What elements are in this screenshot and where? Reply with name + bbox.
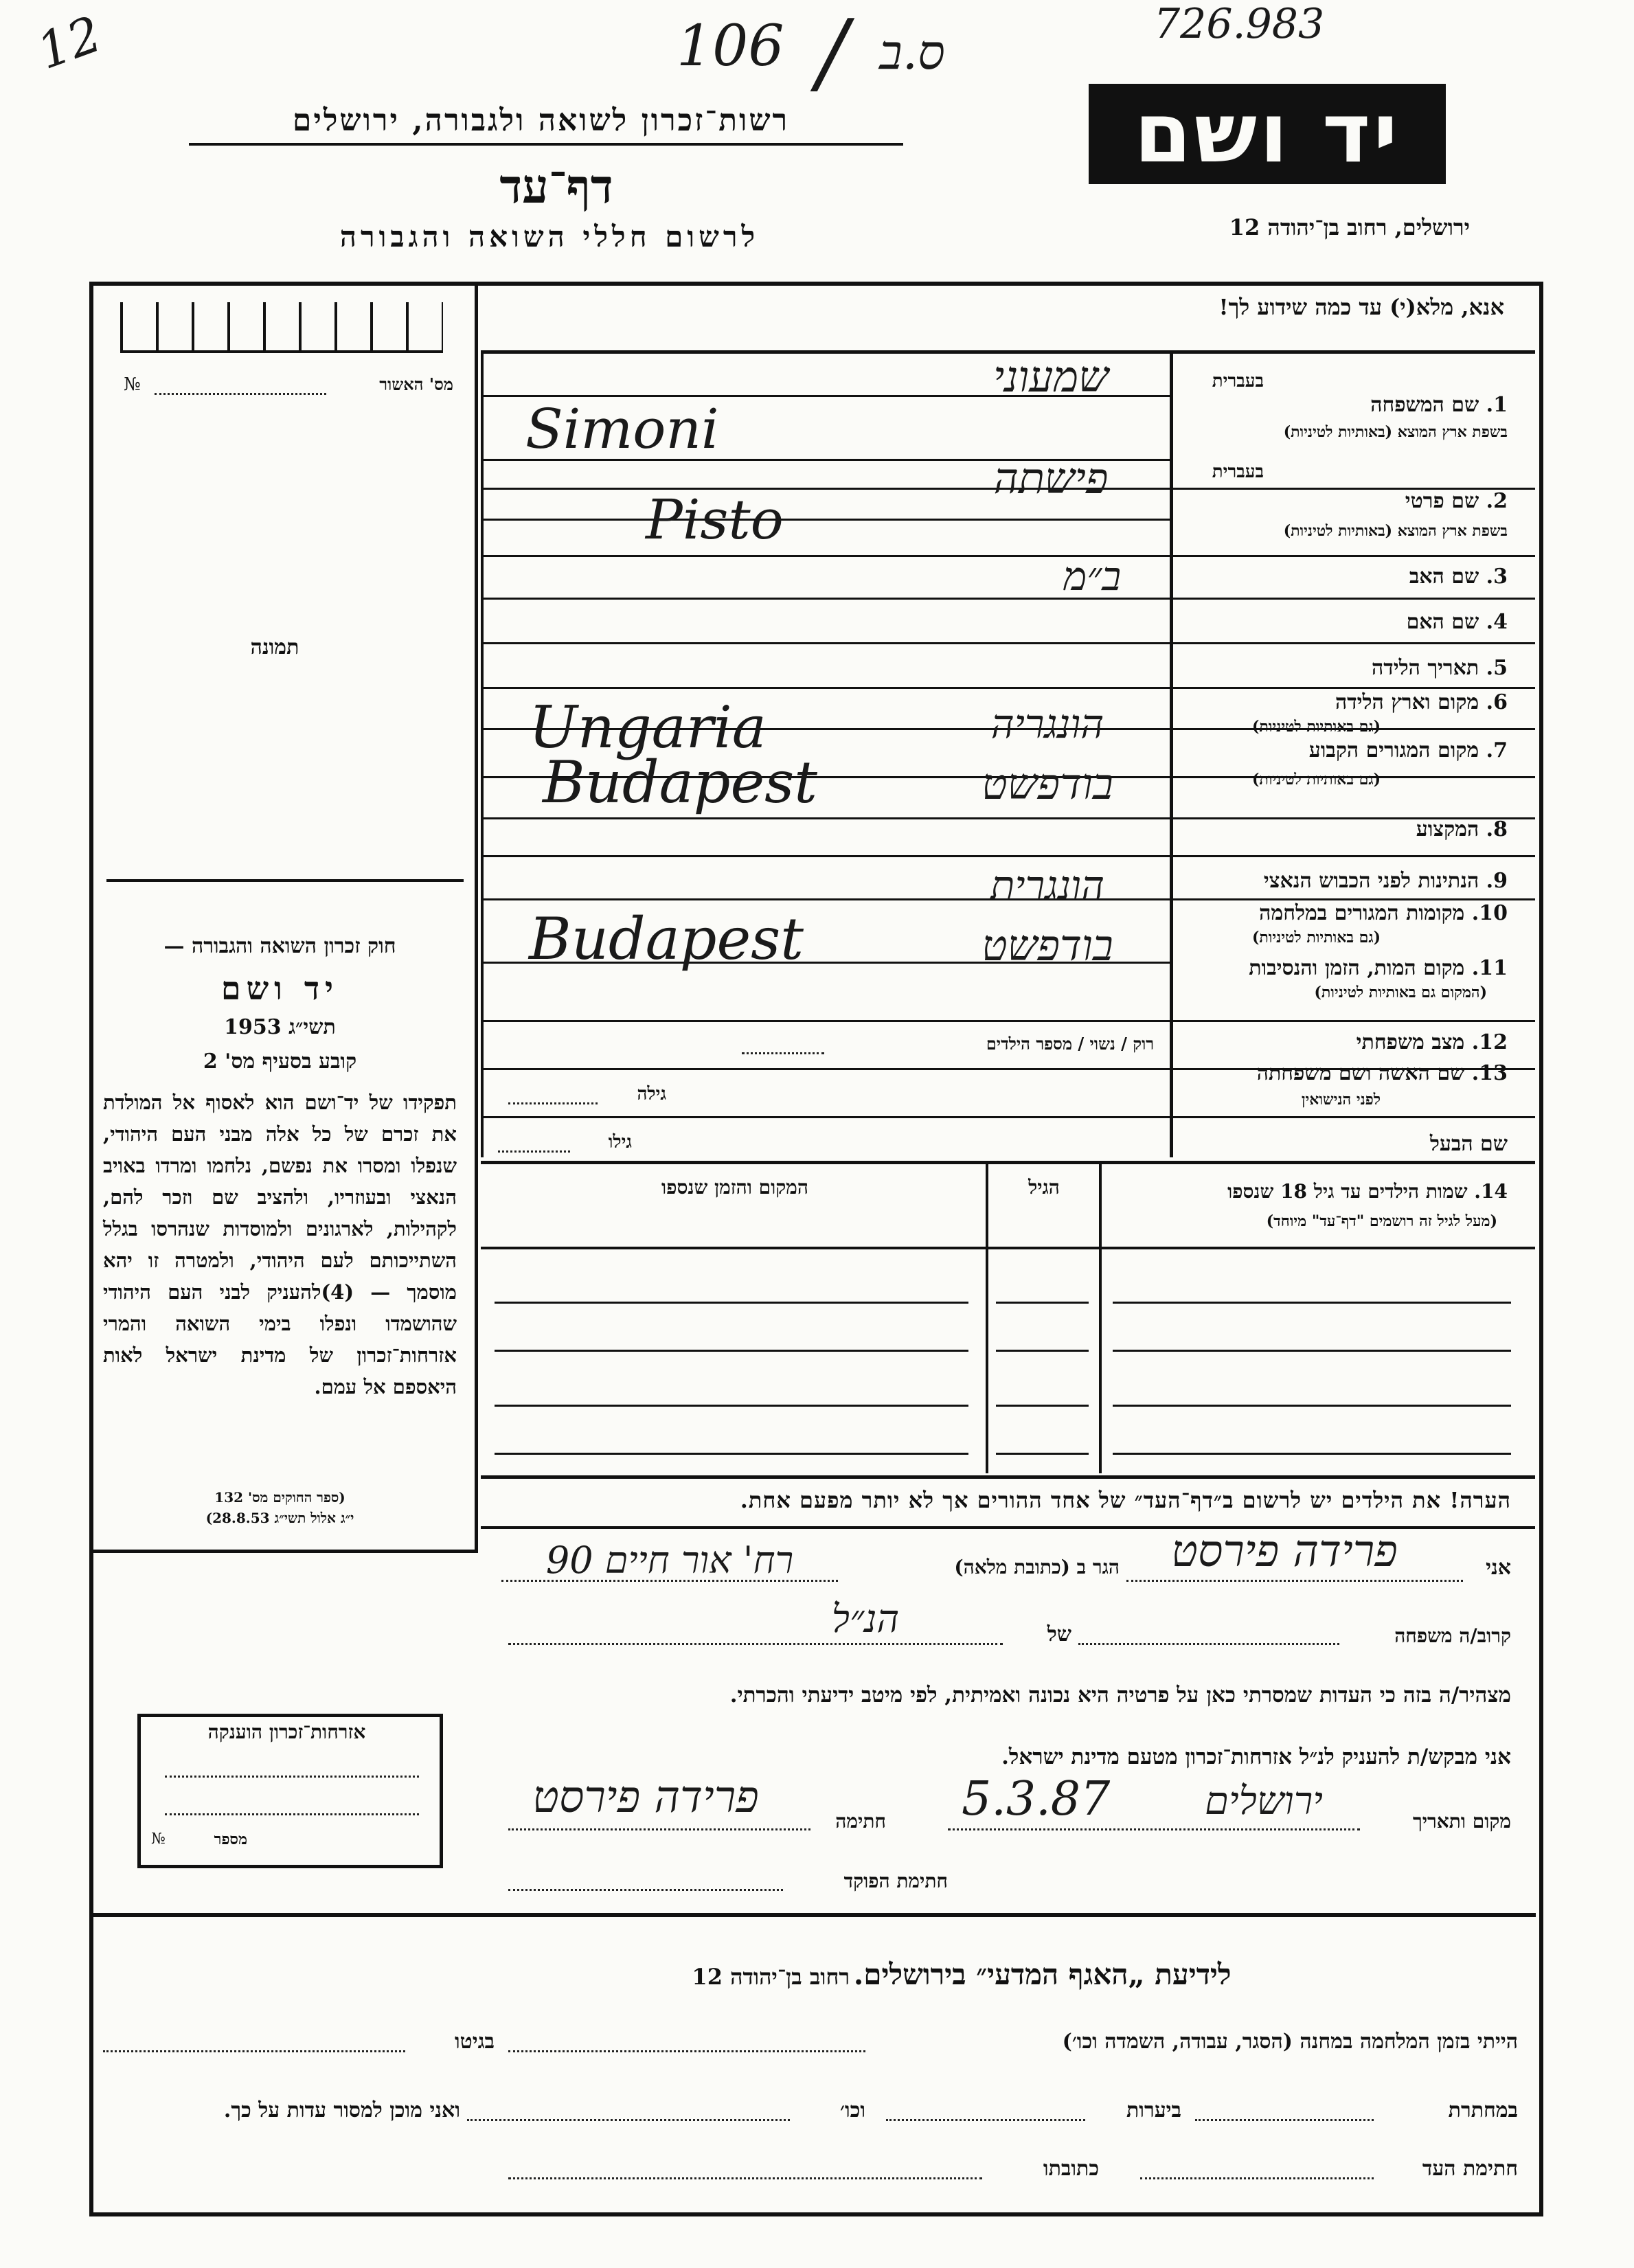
relation-line [508, 1643, 1003, 1645]
photo-label: תמונה [250, 635, 299, 659]
children-title [1106, 1180, 1508, 1203]
field-11-label [1181, 956, 1508, 980]
signature-label: חתימה [835, 1810, 886, 1833]
field-11-latin-value[interactable]: Budapest [529, 905, 804, 973]
field-6-latin-note: (גם באותיות לטיניות) [1251, 718, 1381, 736]
field-4-label [1223, 610, 1508, 634]
fill-prompt: אנא, מלא(י) עד כמה שידוע לך! [1218, 294, 1504, 320]
bottom-title-text: לידיעת „האגף המדעי״ בירושלים. [853, 1958, 1232, 1991]
declarant-address-line [501, 1580, 838, 1582]
field-9-value[interactable]: הונגרית [990, 862, 1104, 909]
field-8-text: המקצוע [1416, 817, 1479, 841]
field-5-text: תאריך הלידה [1372, 656, 1479, 680]
field-3-label [1223, 565, 1508, 589]
law-clause: קובע בסעיף מס' 2 [203, 1050, 357, 1074]
declarant-name[interactable]: פרידה פירסט [1171, 1526, 1398, 1577]
children-num: 14. [1474, 1180, 1508, 1203]
approval-ticks [120, 302, 443, 353]
header-address: ירושלים, רחוב בן־יהודה 12 [1229, 214, 1470, 240]
field-6-hebrew-value[interactable]: הונגריה [990, 701, 1104, 747]
field-1-label [1223, 393, 1508, 417]
field-12-num: 12. [1471, 1030, 1508, 1054]
row-line [481, 519, 1171, 521]
field-13-age-line [508, 1102, 598, 1104]
bottom-line1-text: הייתי בזמן המלחמה במחנה (הסגר, עבודה, השמדה וכו׳) [1062, 2030, 1518, 2054]
field-13-sub: לפני הנישואין [1301, 1091, 1381, 1109]
field-10-latin-note: (גם באותיות לטיניות) [1251, 929, 1381, 946]
bottom-ghetto-label: בגיטו [454, 2030, 495, 2054]
field-2-label [1223, 489, 1508, 513]
children-title-text: שמות הילדים עד גיל 18 שנספו [1227, 1180, 1468, 1203]
place-date-line [948, 1828, 1360, 1830]
field-4-text: שם האם [1406, 610, 1479, 634]
children-row-line [495, 1453, 968, 1455]
row-line [481, 1161, 1535, 1164]
field-7-num: 7. [1486, 738, 1508, 762]
row-line [481, 1020, 1535, 1022]
field-10-label [1181, 901, 1508, 925]
bottom-line2-underground [1195, 2119, 1374, 2121]
law-ref-2: י״ג אלול תשי״ג 28.8.53) [205, 1510, 354, 1526]
field-10-num: 10. [1471, 901, 1508, 925]
field-5-num: 5. [1486, 656, 1508, 680]
bottom-line3-sig [1140, 2177, 1374, 2179]
children-row-line [1113, 1453, 1511, 1455]
row-line [481, 1116, 1535, 1118]
citizenship-line-1 [165, 1776, 419, 1778]
field-9-label [1181, 869, 1508, 893]
field-12-label [1181, 1030, 1508, 1054]
field-1-origin-lang: בשפת ארץ המוצא (באותיות לטיניות) [1283, 423, 1508, 441]
field-2-latin-value[interactable]: Pisto [646, 488, 784, 552]
field-2-text: שם פרטי [1405, 489, 1479, 513]
authority-title: רשות־זכרון לשואה ולגבורה, ירושלים [292, 103, 790, 138]
initials-mark: ס.ב [879, 24, 945, 80]
bottom-willing-text: ואני מוכן למסור עדות על כך. [223, 2098, 460, 2122]
date-value[interactable]: 5.3.87 [962, 1772, 1111, 1826]
form-subtitle: לרשום חללי השואה והגבורה [339, 220, 760, 253]
children-row-line [1113, 1350, 1511, 1352]
signature-line [508, 1828, 810, 1830]
field-11-hebrew-value[interactable]: בודפשט [981, 920, 1113, 971]
field-8-label [1223, 817, 1508, 841]
bottom-etc-label: וכו׳ [840, 2098, 865, 2122]
field-7-hebrew-value[interactable]: בודפשט [981, 759, 1113, 809]
place-value[interactable]: ירושלים [1205, 1779, 1323, 1824]
bottom-line3-address [508, 2177, 982, 2179]
field-3-num: 3. [1486, 565, 1508, 589]
children-row-line [495, 1405, 968, 1407]
field-6-label [1223, 690, 1508, 714]
field-1-text: שם המשפחה [1370, 393, 1479, 417]
field-1-latin-value[interactable]: Simoni [525, 397, 719, 461]
field-1-num: 1. [1486, 393, 1508, 417]
relative-label: קרוב/ה משפחה [1394, 1624, 1511, 1647]
officer-signature-label: חתימת הפוקד [843, 1870, 948, 1892]
field-3-text: שם האב [1409, 565, 1479, 589]
approval-no-sign: № [124, 374, 141, 395]
citizenship-number-label: מספר [214, 1830, 247, 1848]
field-2-hebrew-value[interactable]: פישתה [993, 453, 1109, 503]
bottom-witness-sig-label: חתימת העד [1422, 2157, 1518, 2181]
children-col-div-1 [1099, 1164, 1102, 1473]
law-year: תשי״ג 1953 [224, 1015, 336, 1039]
husband-age-label: גילו [608, 1132, 632, 1153]
bottom-section-divider [93, 1913, 1536, 1917]
children-row-line [1113, 1405, 1511, 1407]
law-ref-1: (ספר החוקים מס' 132 [214, 1489, 345, 1506]
field-13-age-label: גילה [637, 1084, 666, 1104]
field-3-value[interactable]: ב״מ [1063, 553, 1122, 600]
citizenship-title: אזרחות־זכרון הוענקה [207, 1721, 366, 1743]
law-text: תפקידו של יד־ושם הוא לאסוף אל המולדת את זכרם של כל אלה מבני העם היהודי, שנפלו ומסרו את נפשם, נלחמו ומרדו באויב הנאצי ובעוזריו, ולהציב שם וזכר להם, לקהילות, לארגונים ולמוסדות שנהרסו בגלל השתייכותם לעם היהודי, ולמטרה זו יהא מוסמך — (4)להעניק לבני העם היהודי שהושמדו ונפלו בימי השואה והמרי אזרחות־זכרון של מדינת ישראל לאות היאספם אל עמם. [103, 1091, 457, 1398]
field-12-text: מצב משפחתי [1356, 1030, 1465, 1054]
field-11-num: 11. [1471, 956, 1508, 980]
children-row-line [996, 1405, 1089, 1407]
row-line [481, 598, 1535, 600]
field-10-text: מקומות המגורים במלחמה [1259, 901, 1465, 925]
field-13-label [1181, 1061, 1508, 1085]
place-date-label: מקום ותאריך [1412, 1810, 1511, 1833]
declarant-resides: הגר ב (כתובת מלאה) [954, 1556, 1120, 1578]
photo-bottom-line [106, 879, 464, 882]
note-text: הערה! את הילדים יש לרשום ב״דף־העד״ של אחד ההורים אך לא יותר מפעם אחת. [740, 1487, 1511, 1513]
field-2-in-hebrew: בעברית [1212, 462, 1264, 482]
signature-value[interactable]: פרידה פירסט [532, 1772, 759, 1823]
bottom-underground-label: במחתרת [1448, 2098, 1518, 2122]
citizenship-no-sign: № [151, 1830, 166, 1848]
field-6-text: מקום וארץ הלידה [1335, 690, 1479, 714]
corner-number: 12 [30, 4, 109, 81]
children-row-line [1113, 1302, 1511, 1304]
declaration-text: מצהיר/ה בזה כי העדות שמסרתי כאן על פרטיה היא נכונה ואמיתית, לפי מיטב ידיעתי והכרתי. [729, 1683, 1511, 1708]
field-7-label [1223, 738, 1508, 762]
children-row-line [996, 1350, 1089, 1352]
form-title: דף־עד [499, 159, 613, 214]
field-13-text: שם האשה ושם משפחתה [1256, 1061, 1465, 1085]
label-column-divider [1170, 354, 1173, 1157]
field-2-origin-lang: בשפת ארץ המוצא (באותיות לטיניות) [1283, 522, 1508, 540]
field-2-num: 2. [1486, 489, 1508, 513]
children-row-line [495, 1302, 968, 1304]
request-text: אני מבקש/ת להעניק לנ״ל אזרחות־זכרון מטעם מדינת ישראל. [1001, 1745, 1511, 1769]
bottom-forests-label: ביערות [1126, 2098, 1181, 2122]
husband-label: שם הבעל [1429, 1132, 1508, 1156]
approval-number-label: מס' האשור [379, 374, 453, 394]
children-note: (מעל לגיל זה רושמים "דף־עד" מיוחד) [1266, 1212, 1497, 1230]
officer-signature-line [508, 1889, 783, 1891]
children-place-header: המקום והזמן שנספו [661, 1176, 808, 1199]
children-age-header: הגיל [1028, 1176, 1060, 1199]
archive-number: 106 [677, 14, 784, 79]
field-11-sub: (המקום גם באותיות לטיניות) [1314, 984, 1487, 1001]
field-4-num: 4. [1486, 610, 1508, 634]
declarant-ani: אני [1486, 1556, 1511, 1580]
children-col-div-2 [986, 1164, 988, 1473]
bottom-line1-camp [508, 2050, 865, 2052]
bottom-line2-etc [467, 2119, 790, 2121]
field-8-num: 8. [1486, 817, 1508, 841]
authority-underline [189, 143, 903, 146]
of-label: של [1047, 1622, 1071, 1646]
row-line [481, 855, 1535, 857]
field-1-in-hebrew: בעברית [1212, 371, 1264, 392]
children-row-line [996, 1302, 1089, 1304]
bottom-address-label: כתובתו [1043, 2157, 1099, 2181]
law-name: יד ושם [220, 970, 339, 1007]
bottom-address: רחוב בן־יהודה 12 [692, 1964, 850, 1990]
field-9-text: הנתינות לפני הכבוש הנאצי [1263, 869, 1479, 893]
field-1-hebrew-value[interactable]: שמעוני [992, 352, 1109, 402]
citizenship-line-2 [165, 1813, 419, 1815]
declarant-name-line [1126, 1580, 1463, 1582]
children-bottom-line [481, 1475, 1535, 1479]
field-7-text: מקום המגורים הקבוע [1308, 738, 1479, 762]
row-line [481, 642, 1535, 644]
field-12-options: רוק / נשוי / מספר הילדים [986, 1034, 1154, 1054]
row-line [481, 555, 1535, 557]
relative-line [1078, 1643, 1339, 1645]
children-header-line [481, 1247, 1535, 1249]
serial-number: 726.983 [1154, 0, 1325, 48]
field-9-num: 9. [1486, 869, 1508, 893]
field-12-children-line [742, 1052, 824, 1054]
bottom-line1-ghetto [103, 2050, 405, 2052]
law-title: חוק זכרון השואה והגבורה — [163, 934, 396, 958]
value-area-left-border [481, 354, 484, 1157]
approval-number-line [155, 393, 326, 395]
field-7-latin-value[interactable]: Budapest [543, 749, 818, 816]
children-row-line [996, 1453, 1089, 1455]
field-6-num: 6. [1486, 690, 1508, 714]
husband-age-line [498, 1150, 570, 1153]
bottom-title [481, 1958, 1442, 1992]
bottom-line2-forests [886, 2119, 1085, 2121]
declarant-address[interactable]: רח' אור חיים 90 [545, 1539, 794, 1582]
field-6-latin-value[interactable]: Ungaria [529, 694, 767, 761]
field-11-text: מקום המות, הזמן והנסיבות [1249, 956, 1465, 980]
archive-slash: / [817, 0, 848, 104]
field-13-num: 13. [1471, 1061, 1508, 1085]
yad-vashem-logo: יד ושם [1089, 84, 1446, 184]
children-row-line [495, 1350, 968, 1352]
field-5-label [1223, 656, 1508, 680]
row-line [481, 687, 1535, 689]
relation-value[interactable]: הנ״ל [831, 1597, 900, 1642]
field-7-latin-note: (גם באותיות לטיניות) [1251, 771, 1381, 789]
